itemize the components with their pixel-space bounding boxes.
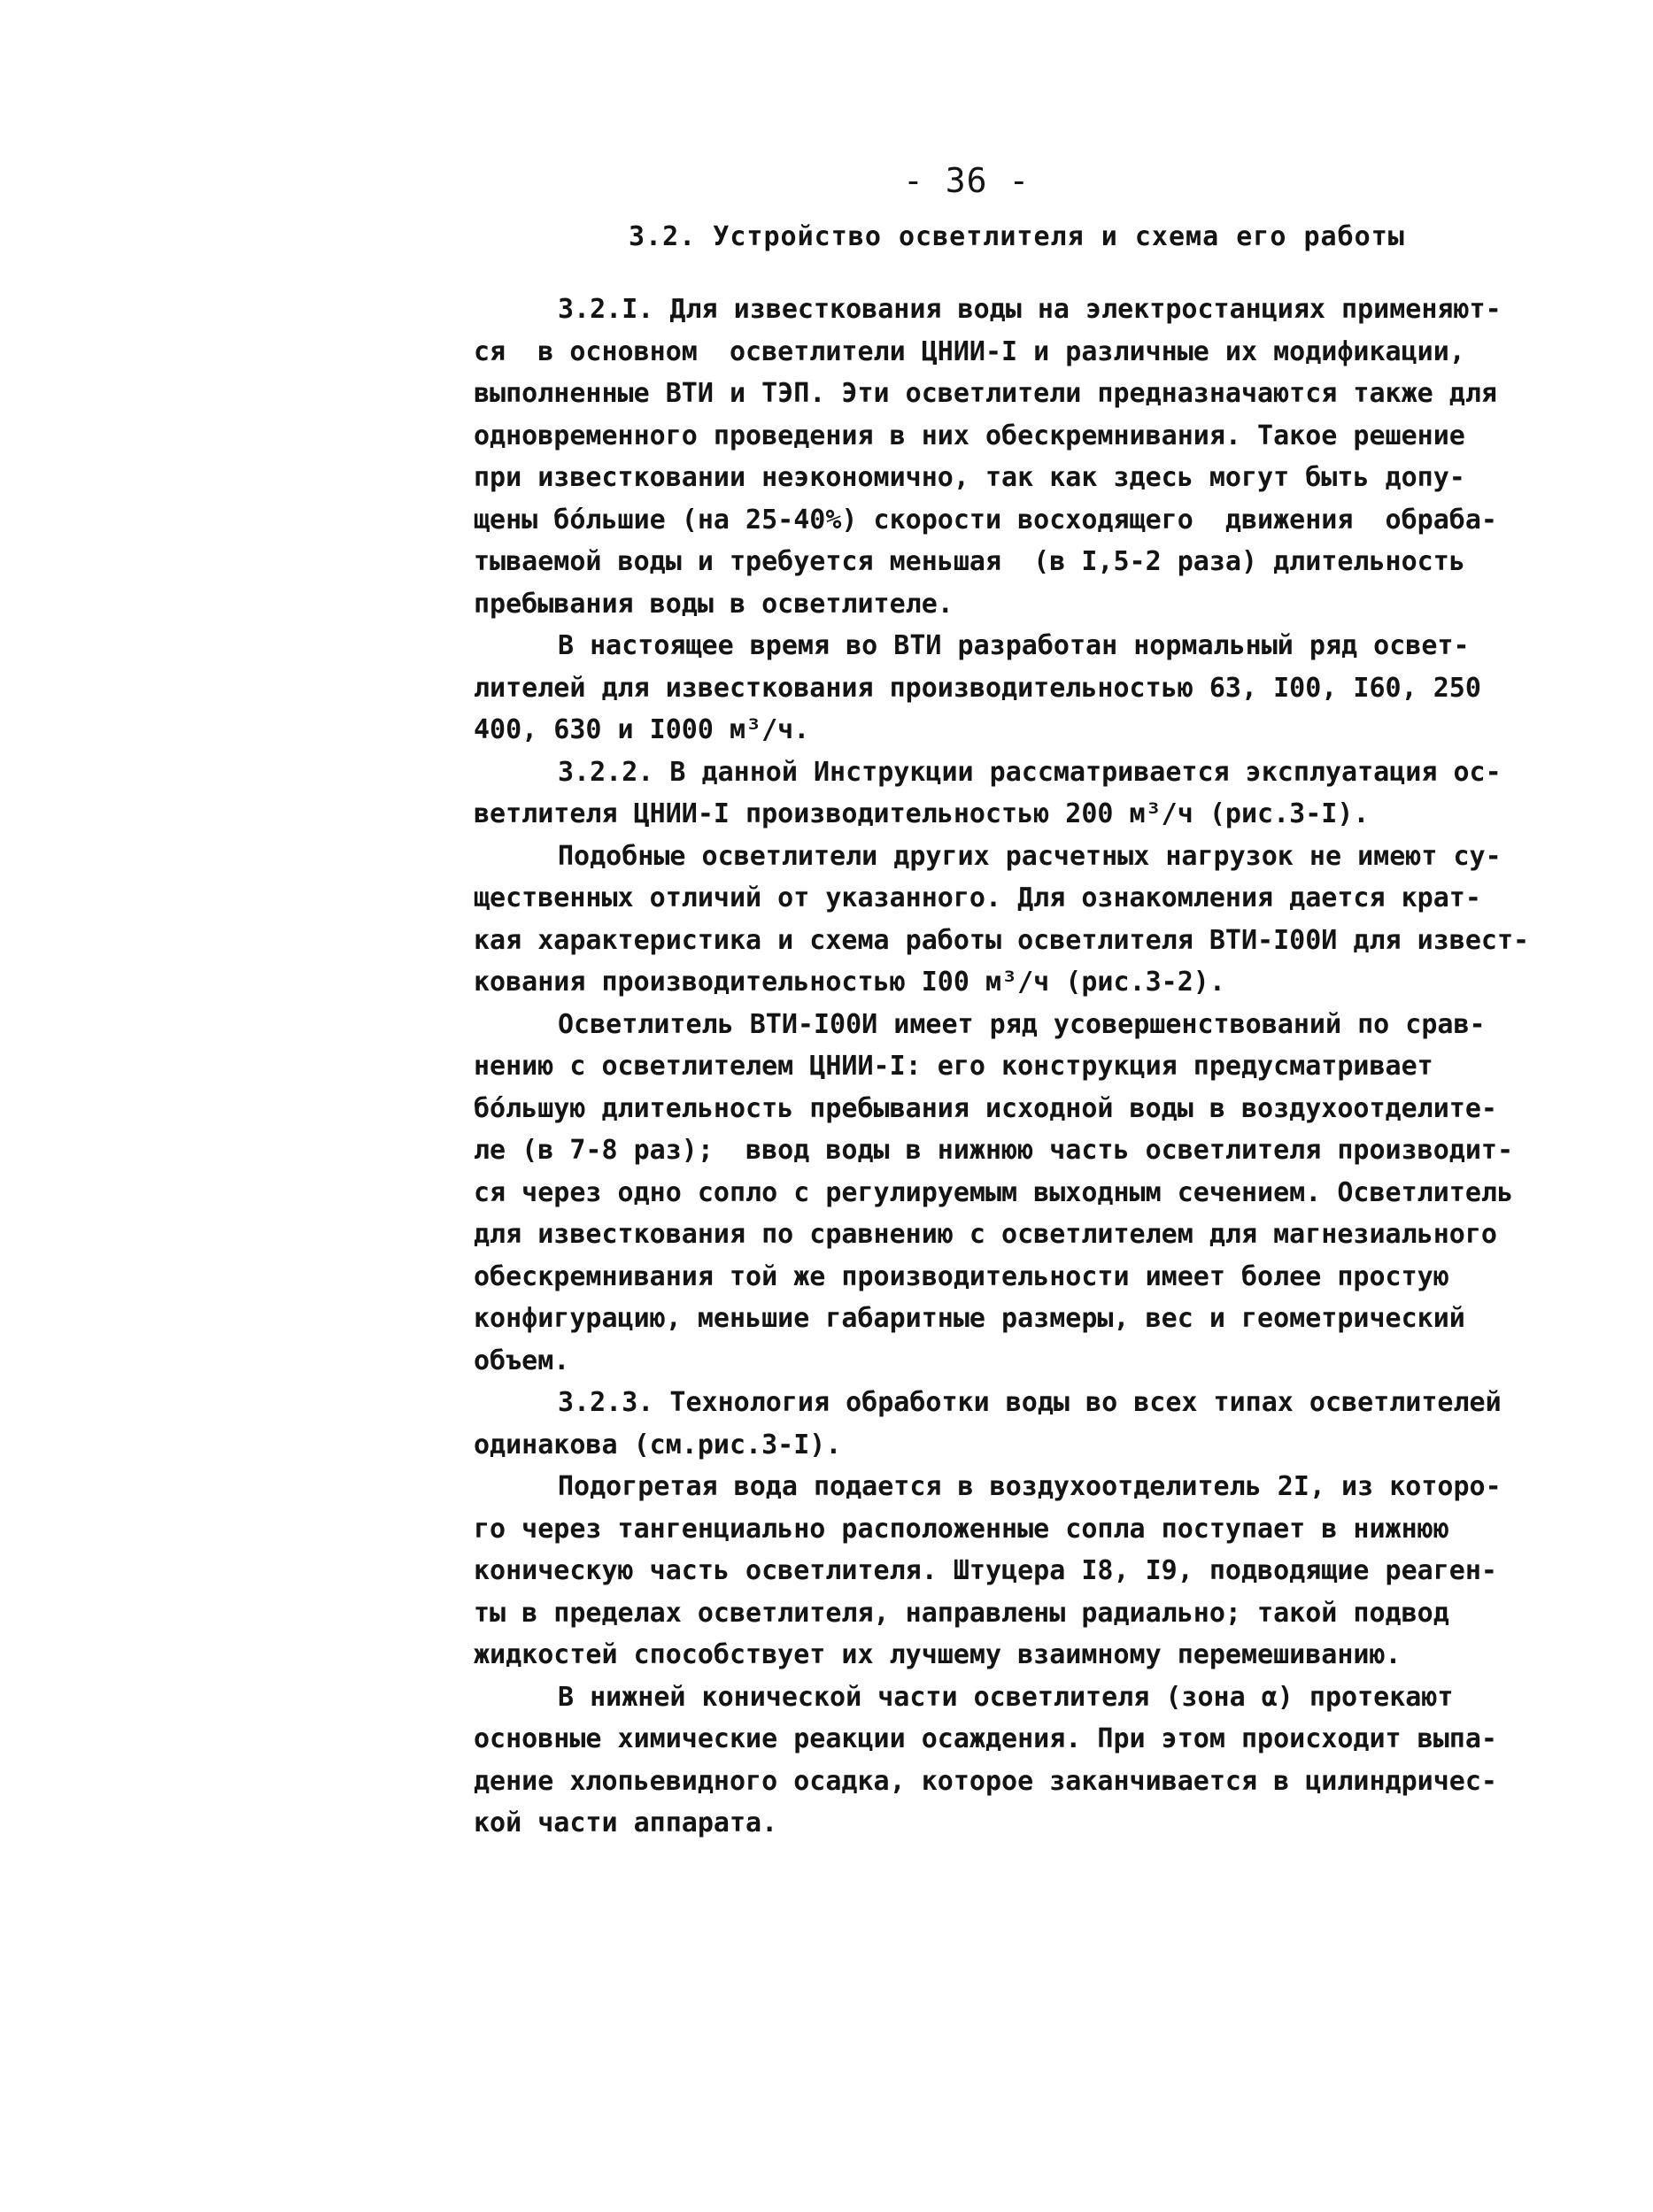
text-line: одновременного проведения в них обескремнивания. Такое решение [474,420,1465,451]
text-line: го через тангенциально расположенные сопла поступает в нижнюю [474,1513,1449,1545]
text-line: объем. [474,1345,570,1376]
text-line: ся в основном осветлители ЦНИИ-I и различные их модификации, [474,335,1465,367]
text-line: 3.2.2. В данной Инструкции рассматривается эксплуатация ос- [558,756,1502,788]
text-line: В нижней конической части осветлителя (зона α) протекают [558,1681,1454,1713]
body-text [474,289,1554,1845]
text-line: 3.2.I. Для известкования воды на электростанциях применяют- [558,294,1502,325]
text-line: Осветлитель ВТИ-I00И имеет ряд усовершенствований по срав- [558,1008,1486,1040]
text-line: обескремнивания той же производительности имеет более простую [474,1260,1449,1292]
text-line: одинакова (см.рис.3-I). [474,1429,842,1461]
text-line: кая характеристика и схема работы осветлителя ВТИ-I00И для извест- [474,924,1530,956]
text-line: Подобные осветлители других расчетных нагрузок не имеют су- [558,840,1502,872]
text-line: В настоящее время во ВТИ разработан нормальный ряд освет- [558,630,1470,661]
page-number: - 36 - [903,161,1031,200]
text-line: тываемой воды и требуется меньшая (в I,5-2 раза) длительность [474,546,1465,577]
text-line: лителей для известкования производительностью 63, I00, I60, 250 [474,672,1481,704]
text-line: выполненные ВТИ и ТЭП. Эти осветлители предназначаются также для [474,378,1497,409]
text-line: кования производительностью I00 м³/ч (рис.3-2). [474,967,1225,998]
text-line: основные химические реакции осаждения. При этом происходит выпа- [474,1723,1497,1754]
section-title: 3.2. Устройство осветлителя и схема его работы [629,221,1405,252]
text-line: Подогретая вода подается в воздухоотделитель 2I, из которо- [558,1471,1502,1502]
text-line: коническую часть осветлителя. Штуцера I8, I9, подводящие реаген- [474,1555,1497,1586]
text-line: для известкования по сравнению с осветлителем для магнезиального [474,1219,1497,1250]
text-line: дение хлопьевидного осадка, которое заканчивается в цилиндричес- [474,1765,1497,1797]
text-line: бо́льшую длительность пребывания исходной воды в воздухоотделите- [474,1092,1497,1124]
text-line: нению с осветлителем ЦНИИ-I: его конструкция предусматривает [474,1051,1433,1082]
text-line: ты в пределах осветлителя, направлены радиально; такой подвод [474,1597,1449,1629]
text-line: кой части аппарата. [474,1807,778,1838]
text-line: жидкостей способствует их лучшему взаимному перемешиванию. [474,1639,1402,1670]
text-line: конфигурацию, меньшие габаритные размеры, вес и геометрический [474,1303,1465,1334]
text-line: щественных отличий от указанного. Для ознакомления дается крат- [474,882,1481,913]
text-line: ле (в 7-8 раз); ввод воды в нижнюю часть осветлителя производит- [474,1135,1513,1166]
text-line: 3.2.3. Технология обработки воды во всех типах осветлителей [558,1387,1502,1418]
text-line: пребывания воды в осветлителе. [474,588,954,620]
text-line: 400, 630 и I000 м³/ч. [474,714,810,745]
text-line: ся через одно сопло с регулируемым выходным сечением. Осветлитель [474,1176,1513,1208]
text-line: при известковании неэкономично, так как здесь могут быть допу- [474,462,1465,493]
text-line: ветлителя ЦНИИ-I производительностью 200 м³/ч (рис.3-I). [474,798,1370,829]
text-line: щены бо́льшие (на 25-40%) скорости восходящего движения обраба- [474,504,1497,536]
